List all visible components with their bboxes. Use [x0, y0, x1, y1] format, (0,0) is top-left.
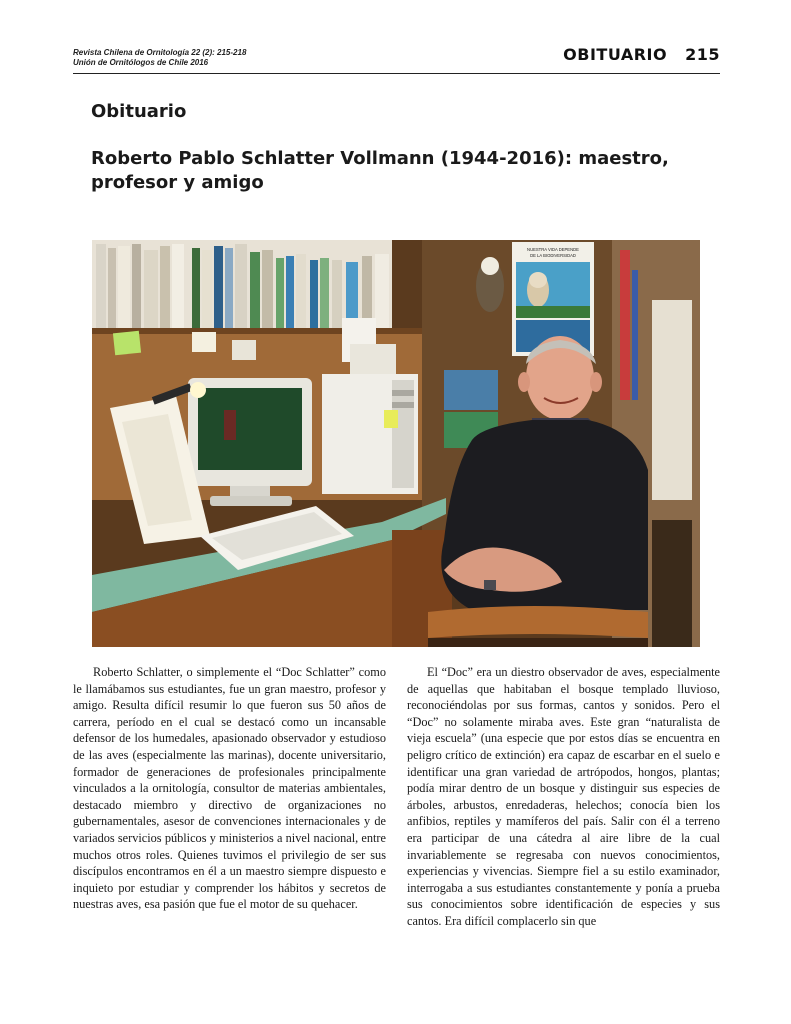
article-kicker: Obituario — [91, 101, 187, 122]
body-paragraph: El “Doc” era un diestro observador de aves, especialmente de aquellas que habitaban el bosque templado lluvioso, reconociéndolas por sus formas, cantos y sonidos. Pero el “Doc” no solamente miraba aves. Este gran “naturalista de vieja escuela” (una especie que por estos días se encuentra en peligro crítico de extinción) era capaz de escarbar en el suelo e identificar una gran variedad de artrópodos, hongos, plantas; podía mirar dentro de un bosque y distinguir sus especies de árboles, arbustos, enredaderas, helechos; conocía bien los anfibios, reptiles y mamíferos del país. Salir con él a terreno era participar de una cátedra al aire libre de la cual invariablemente se regresaba con nuevos conocimientos, experiencias y vivencias. Siempre fiel a su estilo examinador, interrogaba a sus estudiantes constantemente y ponía a prueba sus conocimientos sobre identificación de especies y sus cantos. Era difícil complacerlo sin que — [407, 665, 720, 928]
section-label: OBITUARIO — [563, 45, 668, 64]
body-column-left — [73, 664, 386, 913]
poster-caption-1: NUESTRA VIDA DEPENDE — [527, 247, 579, 252]
header-rule — [73, 73, 720, 74]
journal-citation: Revista Chilena de Ornitología 22 (2): 215-218 — [73, 48, 247, 57]
journal-publisher: Unión de Ornitólogos de Chile 2016 — [73, 58, 209, 67]
running-head — [73, 45, 720, 74]
page-number: 215 — [685, 45, 720, 64]
body-paragraph: Roberto Schlatter, o simplemente el “Doc Schlatter” como le llamábamos sus estudiantes, fue un gran maestro, profesor y amigo. Resulta difícil resumir lo que fueron sus 50 años de carrera, período en el cual se destacó como un incansable defensor de los humedales, apasionado observador y estudioso de las aves (especialmente las marinas), docente universitario, formador de generaciones de profesionales principalmente vinculados a la ornitología, consultor de materias ambientales, destacado miembro y directivo de organizaciones no gubernamentales, asesor de convenciones internacionales y de variados servicios públicos y ministerios a nivel nacional, entre muchos otros roles. Quienes tuvimos el privilegio de ser sus discípulos encontramos en él a un maestro siempre dispuesto e inquieto por estudiar y comprender los hábitos y secretos de nuestras aves, esa pasión que fue el motor de su quehacer. — [73, 665, 386, 912]
body-column-right — [407, 664, 720, 930]
section-header — [563, 45, 720, 64]
poster-caption-2: DE LA BIODIVERSIDAD — [530, 253, 576, 258]
article-title: Roberto Pablo Schlatter Vollmann (1944-2016): maestro, profesor y amigo — [91, 148, 669, 193]
portrait-photo — [92, 240, 700, 647]
